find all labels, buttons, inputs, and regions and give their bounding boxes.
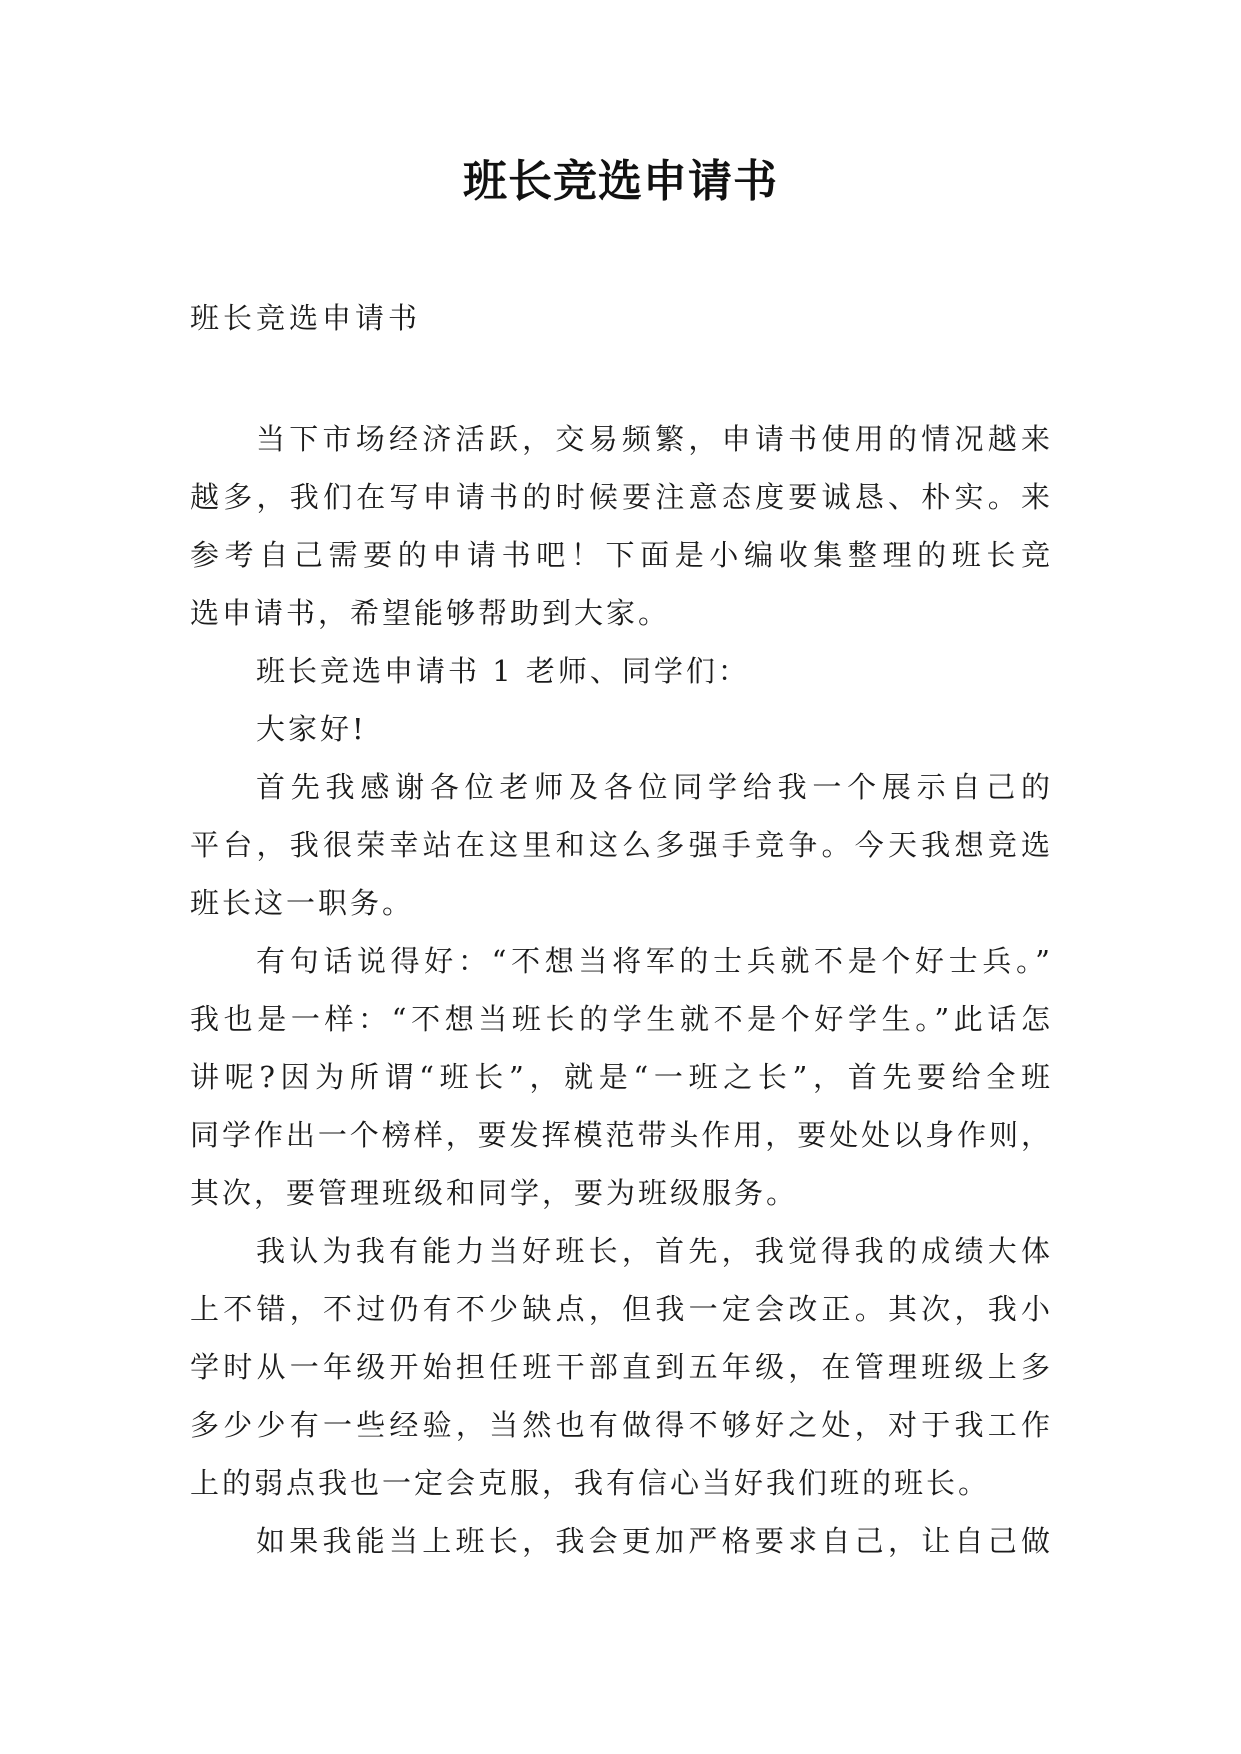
body-line: 讲呢?因为所谓“班长”，就是“一班之长”，首先要给全班: [190, 1060, 1050, 1094]
body-line: 其次，要管理班级和同学，要为班级服务。: [190, 1176, 799, 1210]
body-line: 我也是一样：“不想当班长的学生就不是个好学生。”此话怎: [190, 1002, 1050, 1036]
body-line: 我认为我有能力当好班长，首先，我觉得我的成绩大体: [256, 1234, 1050, 1268]
body-line: 大家好!: [256, 712, 367, 746]
body-line: 当下市场经济活跃，交易频繁，申请书使用的情况越来: [256, 422, 1050, 456]
body-line: 有句话说得好：“不想当将军的士兵就不是个好士兵。”: [256, 944, 1050, 978]
body-line: 如果我能当上班长，我会更加严格要求自己，让自己做: [256, 1524, 1050, 1558]
body-line: 同学作出一个榜样，要发挥模范带头作用，要处处以身作则，: [190, 1118, 1050, 1152]
document-subtitle: 班长竞选申请书: [190, 301, 422, 335]
body-line: 学时从一年级开始担任班干部直到五年级，在管理班级上多: [190, 1350, 1050, 1384]
body-line: 多少少有一些经验，当然也有做得不够好之处，对于我工作: [190, 1408, 1050, 1442]
document-body: [190, 410, 1050, 1570]
body-line: 参考自己需要的申请书吧！下面是小编收集整理的班长竞: [190, 538, 1050, 572]
document-title: 班长竞选申请书: [463, 156, 778, 207]
body-line: 上的弱点我也一定会克服，我有信心当好我们班的班长。: [190, 1466, 991, 1500]
body-line: 越多，我们在写申请书的时候要注意态度要诚恳、朴实。来: [190, 480, 1050, 514]
body-line: 首先我感谢各位老师及各位同学给我一个展示自己的: [256, 770, 1050, 804]
body-line: 平台，我很荣幸站在这里和这么多强手竞争。今天我想竞选: [190, 828, 1050, 862]
body-line: 班长这一职务。: [190, 886, 415, 920]
body-line: 上不错，不过仍有不少缺点，但我一定会改正。其次，我小: [190, 1292, 1050, 1326]
body-line: 选申请书，希望能够帮助到大家。: [190, 596, 671, 630]
body-line: 班长竞选申请书 1 老师、同学们：: [256, 654, 750, 688]
